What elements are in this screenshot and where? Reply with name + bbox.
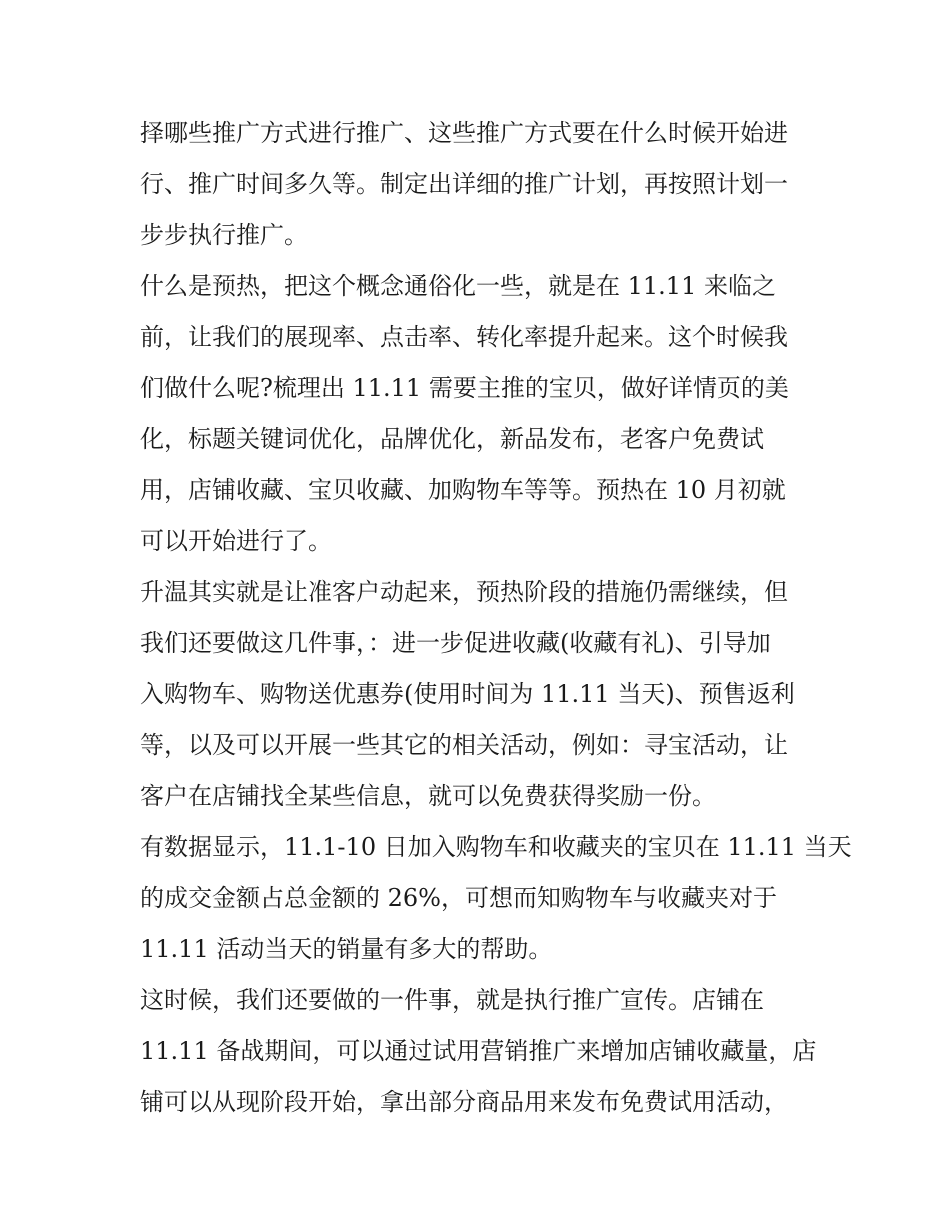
text-line: 化，标题关键词优化，品牌优化，新品发布，老客户免费试 (140, 425, 764, 453)
text-line: 前，让我们的展现率、点击率、转化率提升起来。这个时候我 (140, 323, 788, 351)
text-line: 11.11 备战期间，可以通过试用营销推广来增加店铺收藏量，店 (140, 1037, 817, 1065)
text-line: 步步执行推广。 (140, 221, 308, 249)
text-line: 的成交金额占总金额的 26%，可想而知购物车与收藏夹对于 (140, 884, 777, 912)
text-line: 铺可以从现阶段开始，拿出部分商品用来发布免费试用活动， (140, 1088, 788, 1116)
text-line: 行、推广时间多久等。制定出详细的推广计划，再按照计划一 (140, 170, 788, 198)
text-line: 有数据显示，11.1-10 日加入购物车和收藏夹的宝贝在 11.11 当天 (140, 833, 852, 861)
text-line: 我们还要做这几件事，：进一步促进收藏(收藏有礼)、引导加 (140, 629, 771, 657)
body-text (140, 108, 852, 1128)
text-line: 择哪些推广方式进行推广、这些推广方式要在什么时候开始进 (140, 119, 788, 147)
text-line: 们做什么呢?梳理出 11.11 需要主推的宝贝，做好详情页的美 (140, 374, 789, 402)
text-line: 客户在店铺找全某些信息，就可以免费获得奖励一份。 (140, 782, 716, 810)
text-line: 用，店铺收藏、宝贝收藏、加购物车等等。预热在 10 月初就 (140, 476, 786, 504)
text-line: 这时候，我们还要做的一件事，就是执行推广宣传。店铺在 (140, 986, 764, 1014)
text-line: 入购物车、购物送优惠券(使用时间为 11.11 当天)、预售返利 (140, 680, 795, 708)
text-line: 什么是预热，把这个概念通俗化一些，就是在 11.11 来临之 (140, 272, 776, 300)
text-line: 升温其实就是让准客户动起来，预热阶段的措施仍需继续，但 (140, 578, 788, 606)
text-line: 可以开始进行了。 (140, 527, 332, 555)
text-line: 等，以及可以开展一些其它的相关活动，例如：寻宝活动，让 (140, 731, 788, 759)
text-line: 11.11 活动当天的销量有多大的帮助。 (140, 935, 553, 963)
